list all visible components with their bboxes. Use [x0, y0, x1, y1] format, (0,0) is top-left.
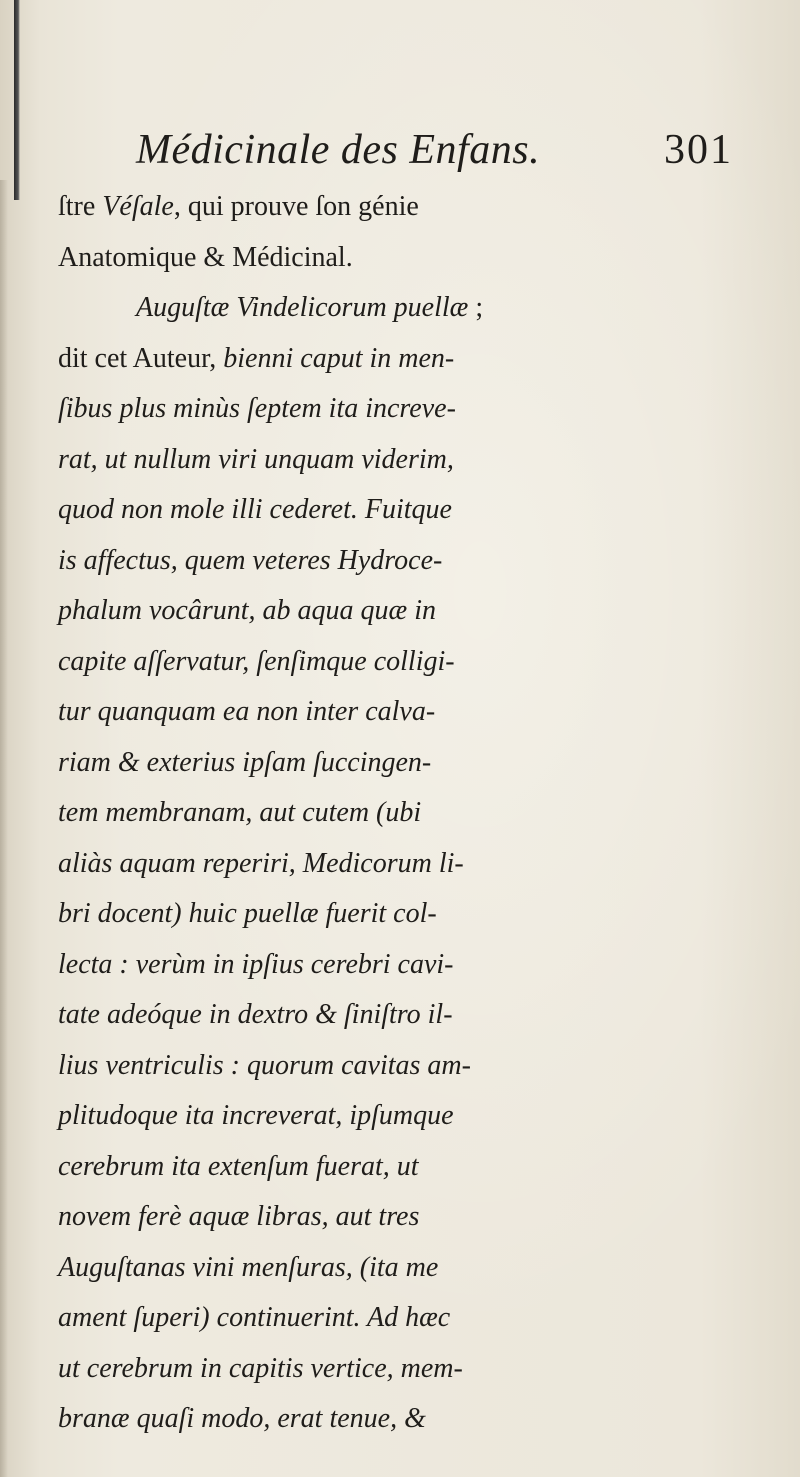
italic-text: capite aſſervatur, ſenſimque colligi-: [58, 645, 455, 677]
italic-text: tate adeóque in dextro & ſiniſtro il-: [58, 999, 453, 1030]
italic-text: ut cerebrum in capitis vertice, mem-: [58, 1352, 463, 1384]
italic-text: rat, ut nullum viri unquam viderim,: [58, 443, 454, 475]
text-line: [58, 1192, 788, 1243]
text-line: [58, 788, 788, 839]
text-line: [58, 536, 788, 587]
text-line: [58, 334, 788, 385]
text-line: [58, 637, 788, 688]
text-line: [58, 1394, 788, 1445]
roman-text: ſtre: [58, 191, 103, 222]
binding-shadow: [14, 0, 20, 200]
italic-text: Véſale: [102, 191, 174, 222]
italic-text: bienni caput in men-: [223, 342, 455, 374]
italic-text: Auguſtanas vini menſuras, (ita me: [58, 1251, 439, 1283]
italic-text: plitudoque ita increverat, ipſumque: [58, 1100, 454, 1131]
roman-text: ;: [468, 292, 484, 323]
body-text: [58, 182, 788, 1445]
roman-text: Anatomique & Médicinal.: [58, 241, 353, 273]
text-line: [58, 687, 788, 738]
italic-text: branæ quaſi modo, erat tenue, &: [58, 1403, 426, 1434]
running-title: Médicinale des Enfans.: [136, 127, 541, 173]
text-line: [58, 435, 788, 486]
italic-text: novem ferè aquæ libras, aut tres: [58, 1201, 420, 1232]
italic-text: tur quanquam ea non inter calva-: [58, 696, 436, 727]
text-line: [58, 182, 788, 233]
italic-text: is affectus, quem veteres Hydroce-: [58, 544, 443, 576]
text-line: [58, 1243, 788, 1294]
text-line: [58, 485, 788, 536]
text-line: [58, 1142, 788, 1193]
italic-text: tem membranam, aut cutem (ubi: [58, 797, 422, 828]
text-line: [58, 384, 788, 435]
text-line: [58, 889, 788, 940]
italic-text: bri docent) huic puellæ fuerit col-: [58, 898, 437, 929]
roman-text: , qui prouve ſon génie: [173, 191, 419, 222]
page-gutter: [0, 180, 8, 1477]
text-line: [58, 940, 788, 991]
italic-text: aliàs aquam reperiri, Medicorum li-: [58, 847, 464, 879]
text-line: [58, 839, 788, 890]
text-line: [58, 1091, 788, 1142]
text-line: [58, 233, 788, 284]
italic-text: lius ventriculis : quorum cavitas am-: [58, 1049, 471, 1081]
text-line: [58, 283, 788, 334]
italic-text: riam & exterius ipſam ſuccingen-: [58, 746, 432, 778]
italic-text: cerebrum ita extenſum fuerat, ut: [58, 1150, 419, 1182]
roman-text: dit cet Auteur,: [58, 342, 224, 374]
italic-text: ſibus plus minùs ſeptem ita increve-: [58, 393, 456, 424]
text-line: [58, 1344, 788, 1395]
text-line: [58, 990, 788, 1041]
text-line: [58, 738, 788, 789]
italic-text: lecta : verùm in ipſius cerebri cavi-: [58, 948, 454, 980]
text-line: [58, 1293, 788, 1344]
running-head: [58, 118, 788, 182]
italic-text: phalum vocârunt, ab aqua quæ in: [58, 595, 436, 626]
text-line: [58, 1041, 788, 1092]
text-block: [58, 118, 788, 1445]
text-line: [58, 586, 788, 637]
italic-text: Auguſtæ Vindelicorum puellæ: [136, 292, 469, 323]
italic-text: ament ſuperi) continuerint. Ad hæc: [58, 1302, 451, 1333]
italic-text: quod non mole illi cederet. Fuitque: [58, 494, 452, 525]
page-number: 301: [664, 127, 733, 173]
